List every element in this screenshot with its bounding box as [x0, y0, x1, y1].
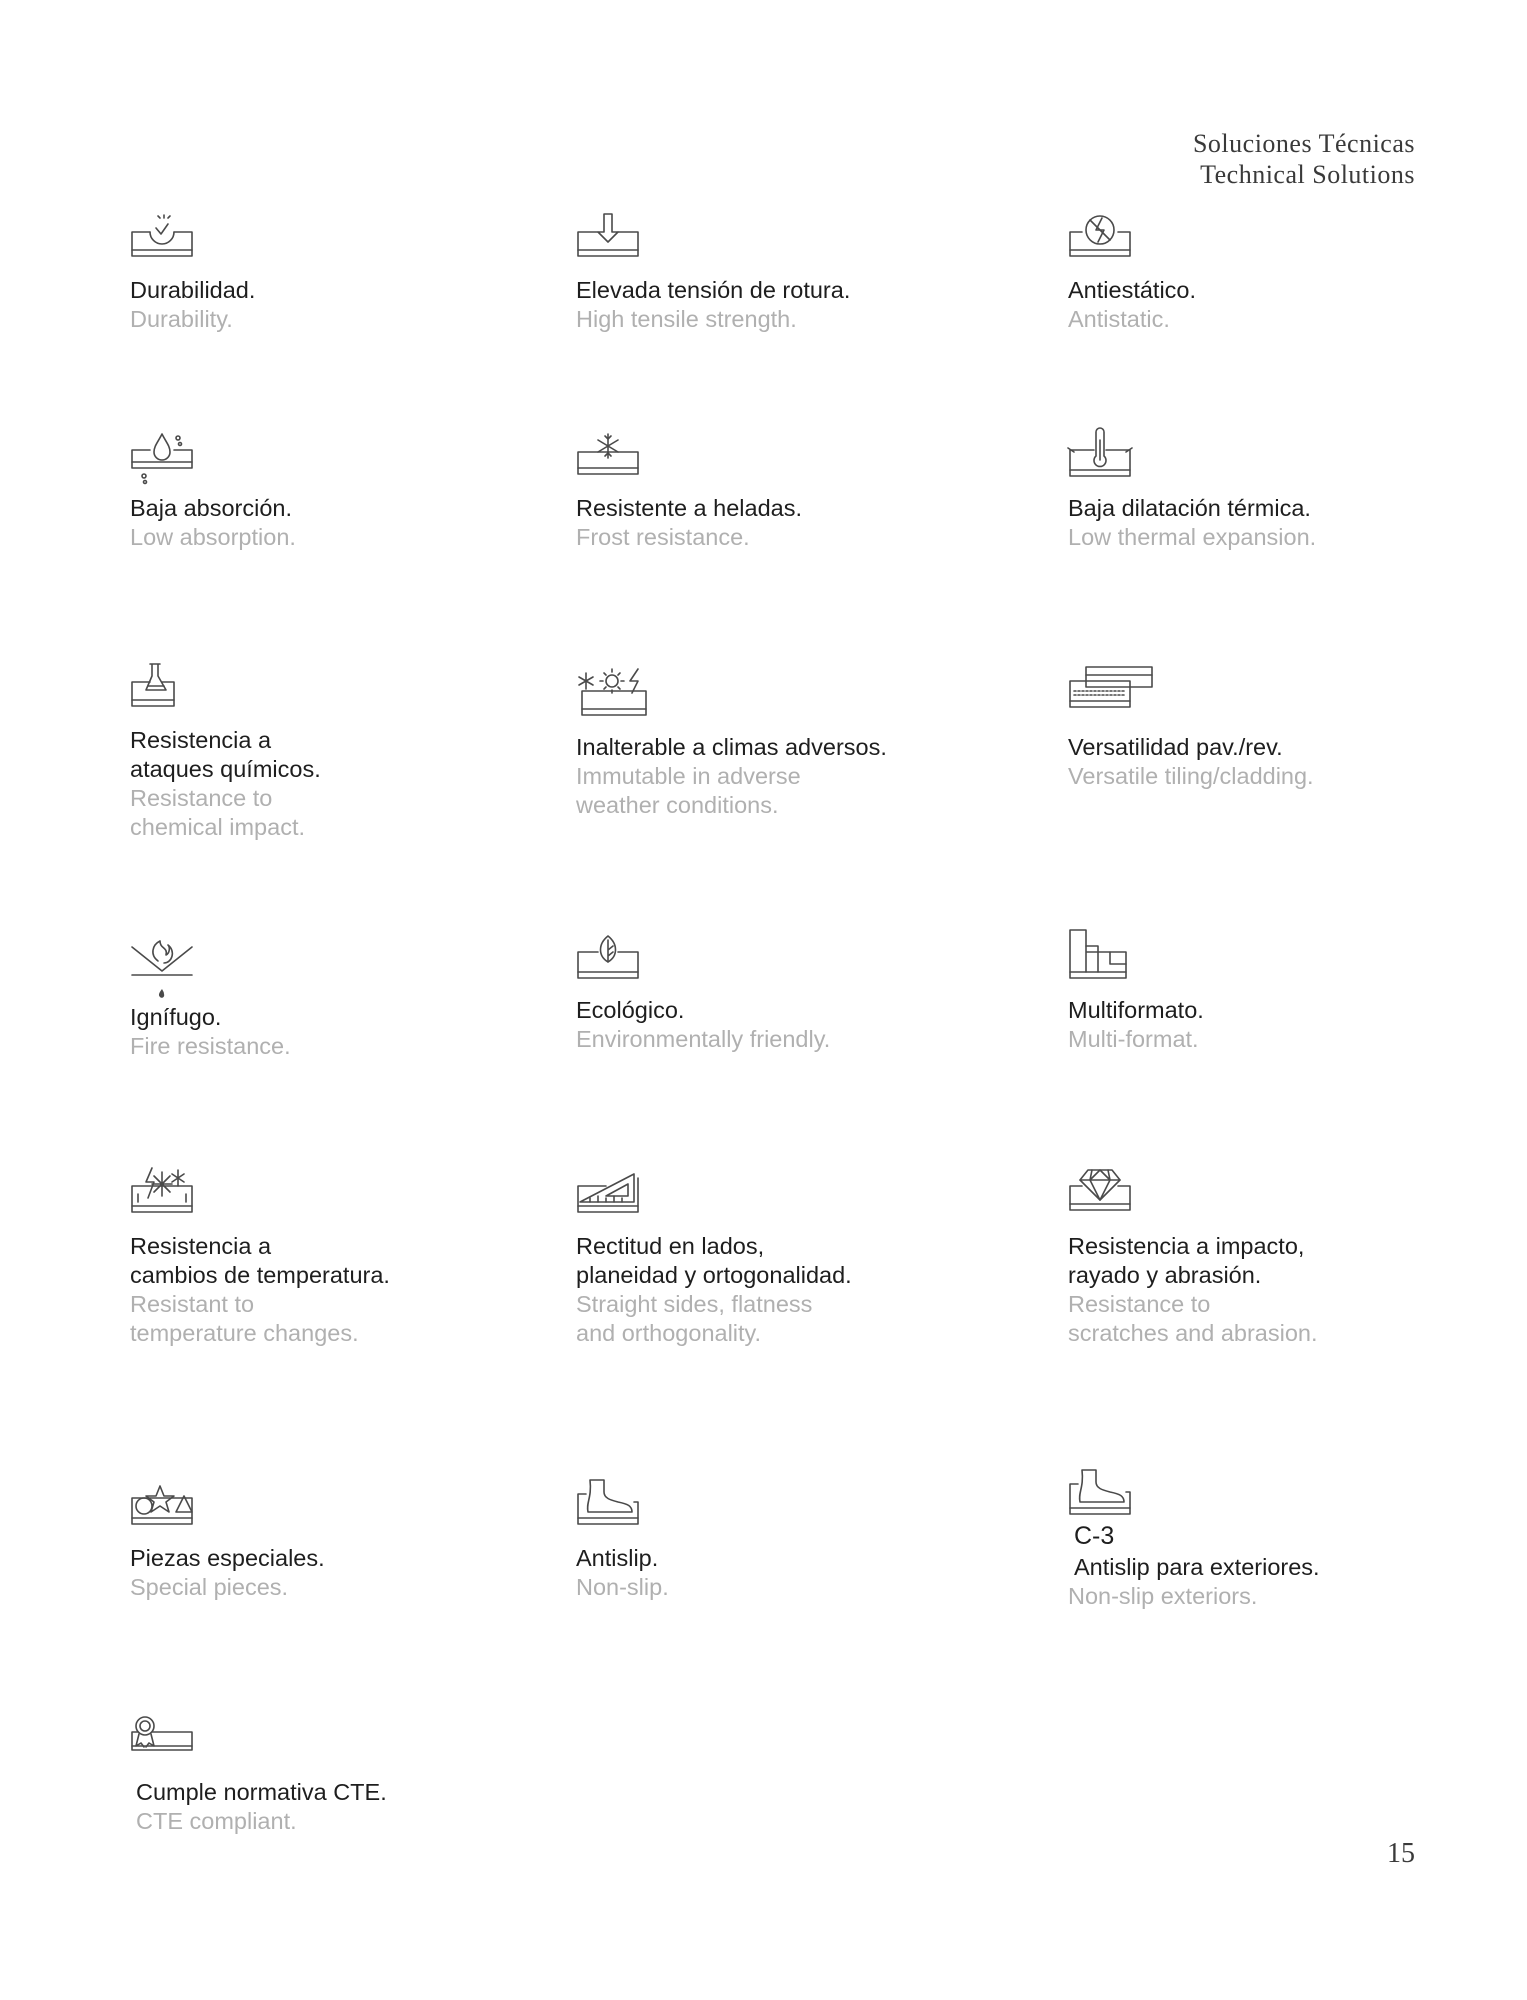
feature-multiformat	[1068, 930, 1488, 1054]
header-title-en: Technical Solutions	[1200, 160, 1415, 189]
feature-adverse-weather	[576, 667, 996, 820]
feature-temperature-changes	[130, 1166, 550, 1348]
header-title-es: Soluciones Técnicas	[1192, 129, 1415, 158]
feature-label-es: Antislip para exteriores.	[1074, 1554, 1320, 1580]
feature-label-es: Elevada tensión de rotura.	[576, 277, 851, 303]
shoe-icon	[576, 1478, 640, 1526]
slip-class-code: C-3	[1074, 1522, 1115, 1550]
temperature-change-icon	[130, 1166, 194, 1214]
feature-label-es: Resistente a heladas.	[576, 495, 803, 521]
feature-label-es: Cumple normativa CTE.	[136, 1779, 387, 1805]
fire-icon	[130, 937, 194, 985]
antistatic-icon	[1068, 210, 1132, 258]
feature-label-es: Resistencia a impacto, rayado y abrasión.	[1068, 1233, 1305, 1288]
feature-non-slip	[576, 1478, 996, 1602]
feature-label-en: Straight sides, flatness and orthogonality.	[576, 1291, 813, 1346]
feature-low-absorption	[130, 428, 550, 552]
feature-label-en: CTE compliant.	[136, 1808, 297, 1834]
feature-label-es: Antislip.	[576, 1545, 659, 1571]
feature-scratch-resistance	[1068, 1166, 1488, 1348]
feature-label-en: Special pieces.	[130, 1574, 289, 1600]
feature-label-en: Durability.	[130, 306, 233, 332]
page-number: 15	[1387, 1838, 1415, 1869]
feature-label-en: Environmentally friendly.	[576, 1026, 831, 1052]
feature-label-en: Resistant to temperature changes.	[130, 1291, 359, 1346]
feature-label-en: Immutable in adverse weather conditions.	[576, 763, 801, 818]
durability-icon	[130, 210, 194, 258]
feature-label-en: Resistance to scratches and abrasion.	[1068, 1291, 1318, 1346]
shoe-exterior-icon	[1068, 1468, 1132, 1516]
thermometer-icon	[1068, 428, 1132, 476]
feature-label-en: Multi-format.	[1068, 1026, 1199, 1052]
feature-antistatic	[1068, 210, 1488, 334]
feature-label-en: Non-slip exteriors.	[1068, 1583, 1258, 1609]
feature-orthogonality	[576, 1166, 996, 1348]
tensile-strength-icon	[576, 210, 640, 258]
feature-label-es: Inalterable a climas adversos.	[576, 734, 887, 760]
feature-label-en: Fire resistance.	[130, 1033, 291, 1059]
feature-label-en: Versatile tiling/cladding.	[1068, 763, 1314, 789]
feature-non-slip-exteriors	[1068, 1468, 1488, 1611]
feature-tensile-strength	[576, 210, 996, 334]
feature-durability	[130, 210, 550, 334]
feature-label-en: High tensile strength.	[576, 306, 797, 332]
feature-label-es: Piezas especiales.	[130, 1545, 325, 1571]
weather-icon	[576, 667, 640, 715]
multiformat-icon	[1068, 930, 1132, 978]
feature-label-en: Low absorption.	[130, 524, 296, 550]
feature-label-es: Antiestático.	[1068, 277, 1197, 303]
feature-label-en: Resistance to chemical impact.	[130, 785, 305, 840]
feature-label-en: Antistatic.	[1068, 306, 1170, 332]
feature-label-es: Resistencia a ataques químicos.	[130, 727, 321, 782]
snowflake-icon	[576, 428, 640, 476]
feature-thermal-expansion	[1068, 428, 1488, 552]
feature-label-es: Ignífugo.	[130, 1004, 222, 1030]
feature-label-es: Versatilidad pav./rev.	[1068, 734, 1283, 760]
feature-special-pieces	[130, 1478, 550, 1602]
feature-cte-compliant	[130, 1712, 550, 1836]
diamond-icon	[1068, 1166, 1132, 1214]
feature-eco-friendly	[576, 930, 996, 1054]
tiles-icon	[1068, 667, 1132, 715]
feature-label-es: Ecológico.	[576, 997, 685, 1023]
feature-label-es: Rectitud en lados, planeidad y ortogonalidad.	[576, 1233, 852, 1288]
feature-versatile-tiling	[1068, 667, 1488, 791]
special-pieces-icon	[130, 1478, 194, 1526]
feature-label-en: Low thermal expansion.	[1068, 524, 1317, 550]
feature-frost-resistance	[576, 428, 996, 552]
water-drop-icon	[130, 428, 194, 476]
feature-label-es: Baja dilatación térmica.	[1068, 495, 1311, 521]
page-header	[1193, 128, 1415, 190]
certificate-icon	[130, 1712, 194, 1760]
set-square-icon	[576, 1166, 640, 1214]
feature-chemical-resistance	[130, 660, 550, 842]
feature-label-en: Non-slip.	[576, 1574, 669, 1600]
feature-label-es: Durabilidad.	[130, 277, 256, 303]
feature-label-en: Frost resistance.	[576, 524, 750, 550]
flask-icon	[130, 660, 194, 708]
feature-fire-resistance	[130, 937, 550, 1061]
feature-label-es: Multiformato.	[1068, 997, 1204, 1023]
feature-label-es: Baja absorción.	[130, 495, 292, 521]
leaf-icon	[576, 930, 640, 978]
feature-label-es: Resistencia a cambios de temperatura.	[130, 1233, 390, 1288]
